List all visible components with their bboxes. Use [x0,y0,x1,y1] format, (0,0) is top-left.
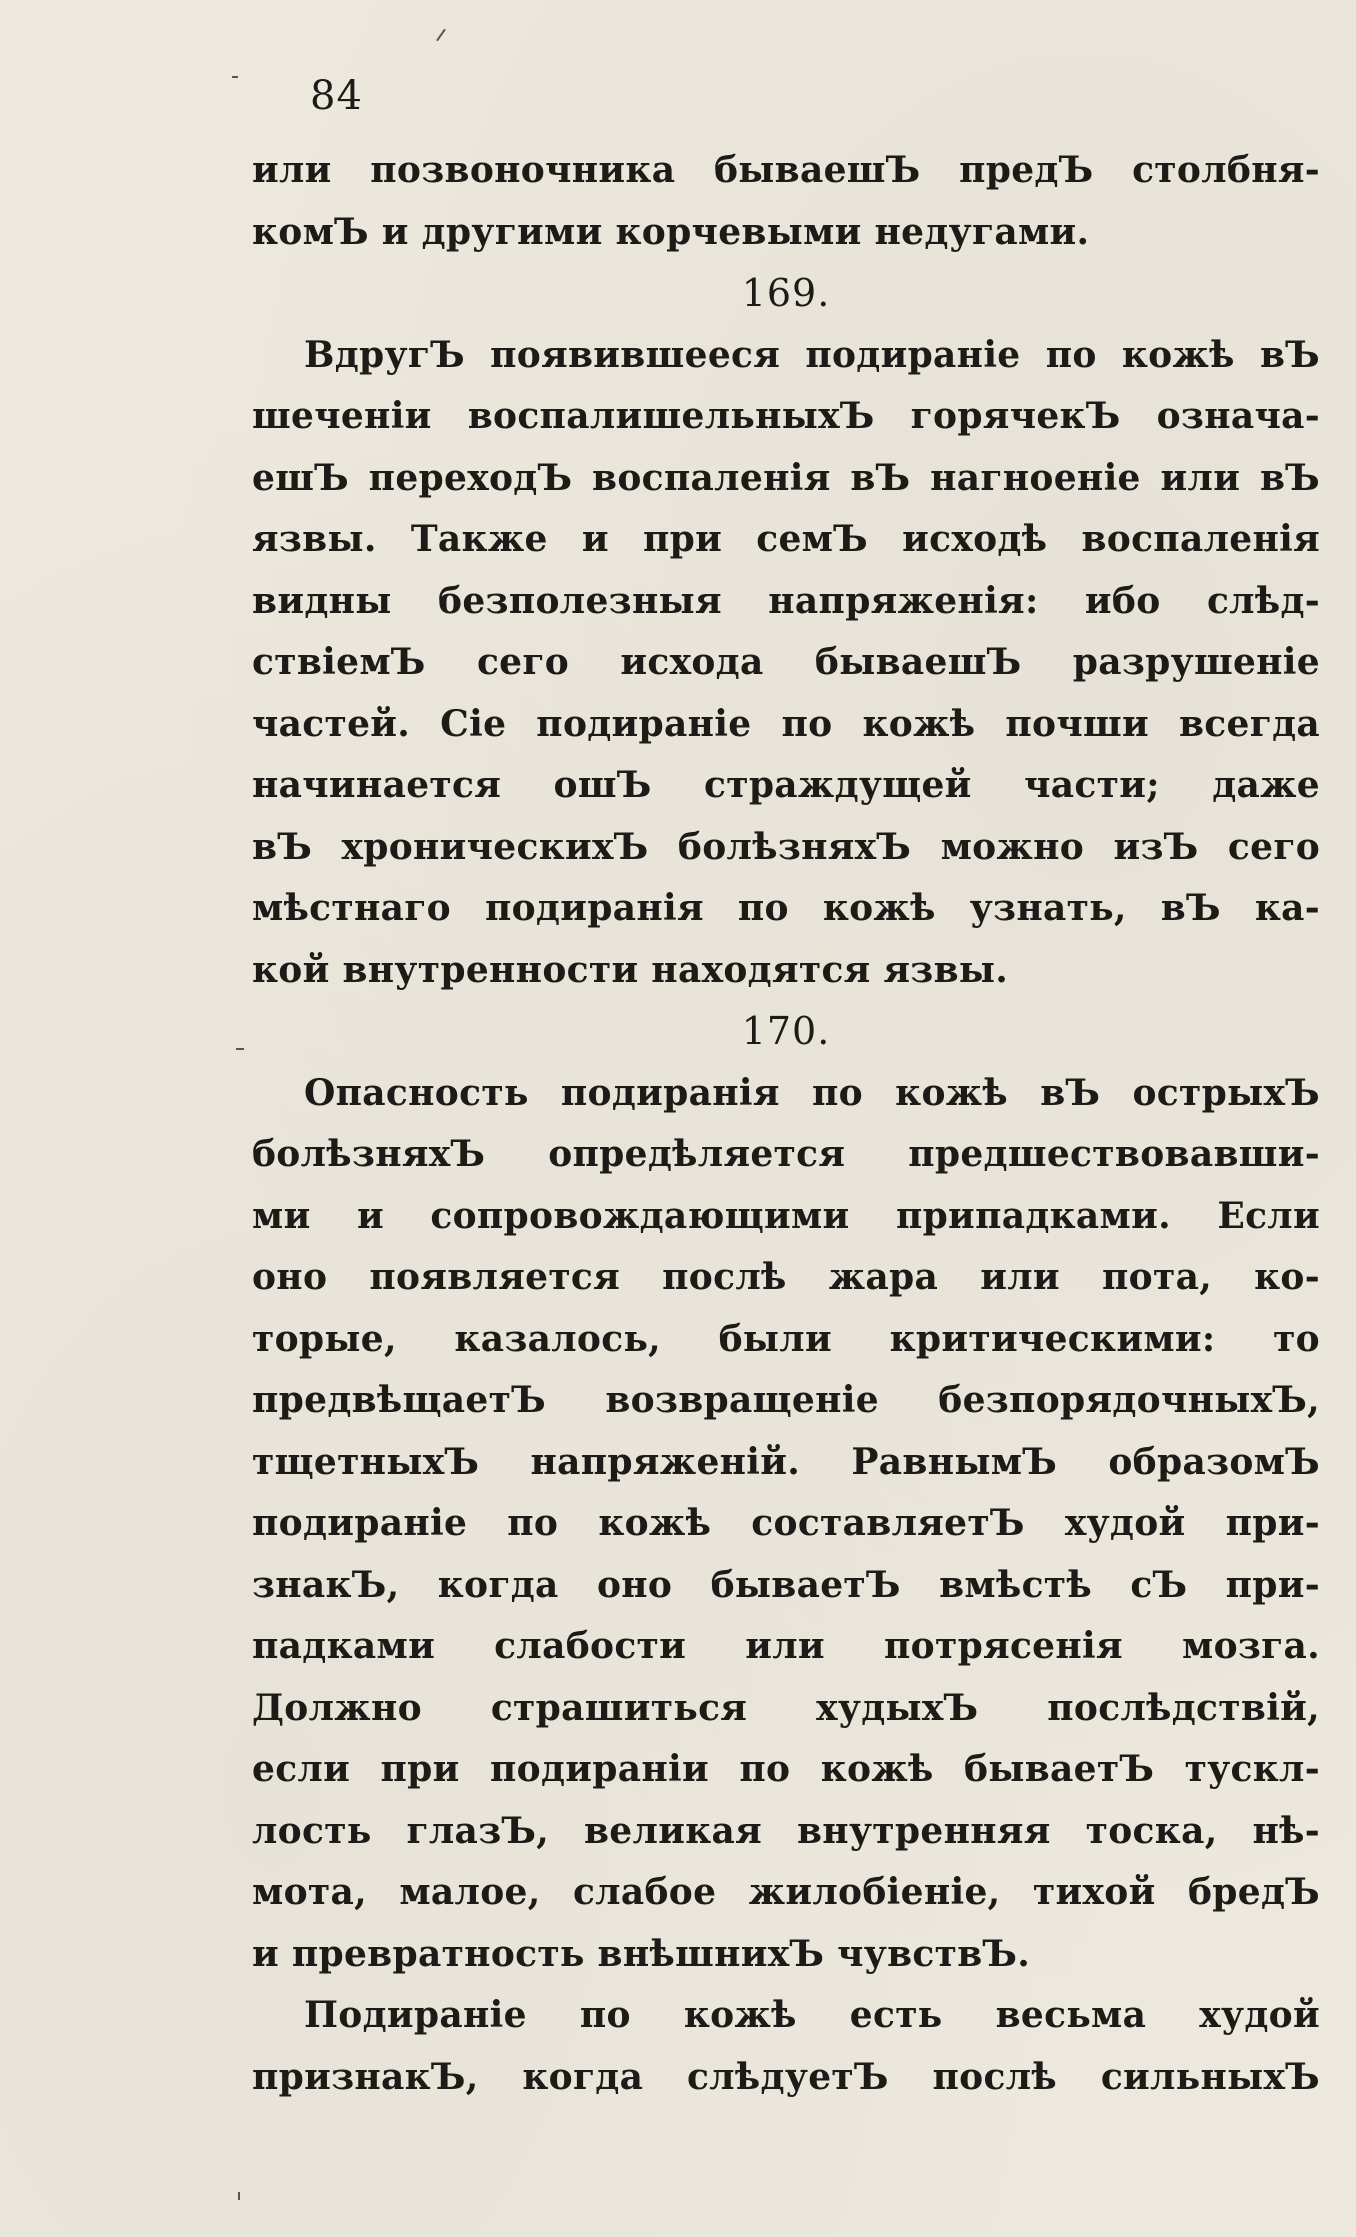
text-line: падками слабости или потрясенiя мозга. [252,1625,1320,1667]
text-line: Должно страшиться худыхЪ послѣдствiй, [252,1686,1320,1729]
text-line: шеченiи воспалишельныхЪ горячекЪ означа- [252,395,1320,437]
text-line: видны безполезныя напряженiя: ибо слѣд- [252,579,1320,622]
text-line: Подиранiе по кожѣ есть весьма худой [304,1994,1320,2036]
text-line: оно появляется послѣ жара или пота, ко- [252,1256,1320,1298]
page-number: 84 [310,73,363,119]
text-line: тщетныхЪ напряженiй. РавнымЪ образомЪ [252,1440,1320,1483]
print-speck [236,1048,244,1050]
text-line: мота, малое, слабое жилобiенiе, тихой бредЪ [252,1871,1320,1913]
text-line: Опасность подиранiя по кожѣ вЪ острыхЪ [304,1071,1320,1114]
text-line: лость глазЪ, великая внутренняя тоска, нѣ- [252,1809,1320,1852]
text-line: признакЪ, когда слѣдуетЪ послѣ сильныхЪ [252,2055,1320,2098]
section-number: 169. [741,271,831,315]
text-line: ешЪ переходЪ воспаленiя вЪ нагноенiе или вЪ [252,456,1320,499]
text-line: или позвоночника бываешЪ предЪ столбня- [252,149,1320,191]
text-line: ми и сопровождающими припадками. Если [252,1194,1320,1237]
text-line: ствiемЪ сего исхода бываешЪ разрушенiе [252,641,1320,683]
text-line: знакЪ, когда оно бываетЪ вмѣстѣ сЪ при- [252,1563,1320,1606]
print-speck [238,2192,240,2200]
text-line: начинается ошЪ страждущей части; даже [252,764,1320,806]
text-line: комЪ и другими корчевыми недугами. [252,210,1090,253]
print-speck [232,76,238,78]
print-speck [436,29,446,42]
text-line: предвѣщаетЪ возвращенiе безпорядочныхЪ, [252,1379,1320,1421]
text-line: если при подиранiи по кожѣ бываетЪ тускл- [252,1748,1320,1790]
text-line: язвы. Также и при семЪ исходѣ воспаленiя [252,518,1320,560]
text-line: болѣзняхЪ опредѣляется предшествовавши- [252,1133,1320,1175]
section-number: 170. [741,1009,831,1053]
text-line: и превратность внѣшнихЪ чувствЪ. [252,1932,1031,1975]
text-line: торые, казалось, были критическими: то [252,1317,1320,1360]
text-line: вЪ хроническихЪ болѣзняхЪ можно изЪ сего [252,825,1320,868]
text-line: подиранiе по кожѣ составляетЪ худой при- [252,1502,1320,1544]
body-text [252,140,1320,2108]
text-line: кой внутренности находятся язвы. [252,948,1009,991]
text-line: мѣстнаго подиранiя по кожѣ узнать, вЪ ка- [252,887,1320,929]
text-line: ВдругЪ появившееся подиранiе по кожѣ вЪ [304,333,1320,376]
text-line: частей. Сiе подиранiе по кожѣ почши всегда [252,702,1320,745]
